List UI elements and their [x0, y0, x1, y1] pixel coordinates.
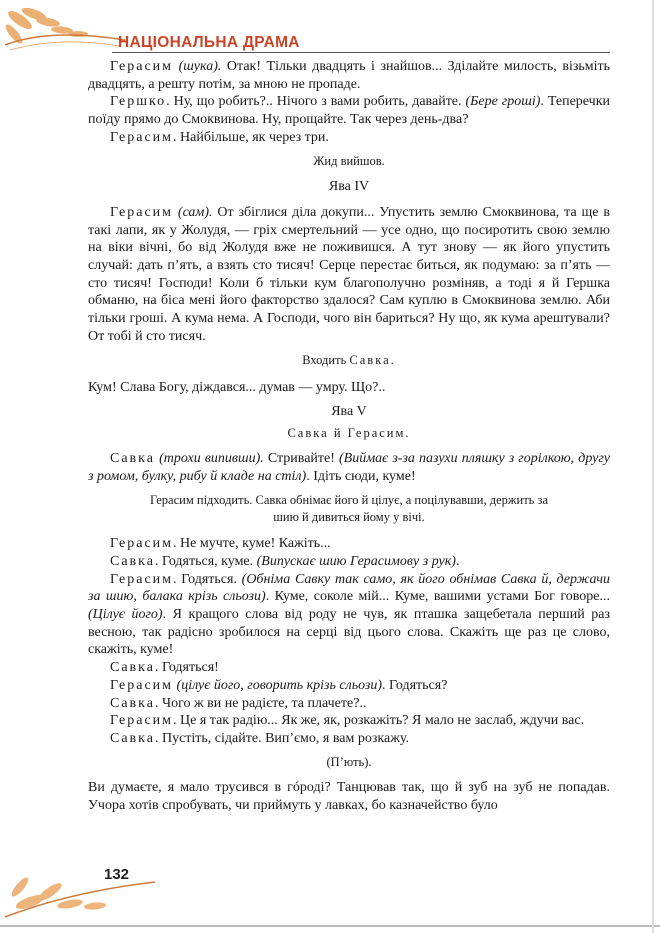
page-body: [88, 58, 610, 815]
page-edge: [652, 0, 654, 933]
speech-text: . Теперечки поїду прямо до Смоквинова. Ну, прощайте. Так через день-два?: [88, 94, 611, 128]
speech-text: . Годяться!: [154, 660, 219, 676]
speech-text: От збіглися діла докупи... Упустить землю Смоквинова, та ще в такі лапи, як у Жолудя, — гріх смертельний — усе одно, що посиротить свою землю на віки вічні, бо від Жолудя вже не поживишся. А тут знову — як його упустить случай: дать п’ять, а взять сто тисяч! Серце перестає биться, як подумаю: за п’ять — сто тисяч! Господи! Коли б тільки кум благополучно розміняв, а тоді я й Гершка обманю, на біса мені його факторство здалося? Сам куплю в Смоквинова землю. Аби тільки гроші. А кума нема. А Господи, чого він бариться? Ну що, як кума арештували? От тобі й сто тисяч.: [88, 204, 611, 344]
dialogue-line: [88, 677, 610, 695]
stage-direction: (Виймає з-за пазухи пляшку з горілкою, другу з ромом, булку, рибу й кладе на стіл): [88, 451, 611, 485]
wheat-ornament-icon: [0, 862, 160, 922]
speaker-name: Гершко: [110, 94, 167, 110]
stage-direction: (Обніма Савку так само, як його обнімав Савка й, держачи за шию, балака крізь сльози): [88, 571, 610, 605]
scene-heading: Ява V: [331, 403, 367, 419]
stage-note: Жид вийшов.: [313, 153, 385, 168]
speaker-name: Савка: [110, 660, 155, 676]
speaker-name: Савка: [110, 695, 155, 711]
stage-direction: (Випускає шию Герасимову з рук): [256, 553, 456, 569]
dialogue-line: Кум! Слава Богу, діждався... думав — умру. Що?..: [88, 380, 386, 396]
stage-direction: (Бере гроші): [465, 94, 541, 110]
speaker-name: Савка: [110, 451, 155, 467]
dialogue-line: [88, 659, 610, 677]
dialogue-line: [88, 695, 610, 713]
stage-direction: (сам).: [177, 204, 213, 220]
header-divider: [112, 52, 610, 53]
dialogue-line: [88, 535, 610, 553]
speech-text: . Годяться.: [173, 571, 242, 587]
speaker-name: Герасим: [110, 204, 174, 220]
stage-note: Входить Савка.: [302, 352, 396, 367]
stage-direction: (трохи випивши).: [159, 451, 264, 467]
speech-text: . Ідіть сюди, куме!: [306, 469, 416, 485]
dialogue-line: [88, 93, 610, 128]
speech-text: . Найбільше, як через три.: [173, 129, 329, 145]
stage-direction: (шука).: [178, 59, 222, 74]
stage-note: Герасим підходить. Савка обнімає його й цілує, а поцілувавши, держить за шию й дивиться йому у вічі.: [149, 492, 548, 525]
dialogue-line: [88, 58, 610, 93]
page-number: 132: [104, 866, 130, 883]
dialogue-line: [88, 571, 610, 660]
speaker-name: Герасим: [110, 571, 174, 587]
speech-text: . Годяться, куме.: [154, 553, 257, 569]
speech-text: . Ну, що робить?.. Нічого з вами робить, давайте.: [166, 94, 466, 110]
dialogue-line: [88, 712, 610, 730]
speaker-name: Герасим: [110, 713, 174, 729]
speaker-name: Герасим: [110, 129, 174, 145]
stage-note: (П’ють).: [326, 754, 372, 769]
scene-heading: Ява IV: [328, 179, 370, 195]
speaker-name: Савка: [110, 553, 155, 569]
speaker-name: Герасим: [110, 536, 174, 552]
speech-text: . Пустіть, сідайте. Вип’ємо, я вам розкажу.: [154, 730, 409, 746]
speech-text: Стривайте!: [263, 451, 339, 467]
dialogue-line: [88, 129, 610, 147]
stage-direction: (Цілує його): [88, 606, 163, 622]
stage-direction: (цілує його, говорить крізь сльози): [176, 677, 383, 693]
speech-text: . Не мучте, куме! Кажіть...: [173, 536, 331, 552]
speech-text: . Куме, соколе мій... Куме, вашими устами Бог говоре...: [265, 589, 610, 605]
speech-text: .: [455, 553, 460, 569]
speaker-name: Герасим: [110, 677, 174, 693]
dialogue-line: Ви думаєте, я мало трусився в гóроді? Танцював так, що й зуб на зуб не попадав. Учора хотів спробувать, чи приймуть у лавках, бо казначейство було: [88, 780, 610, 814]
speaker-name: Герасим: [110, 59, 174, 74]
section-title: НАЦІОНАЛЬНА ДРАМА: [118, 34, 300, 51]
speech-text: . Чого ж ви не радієте, та плачете?..: [154, 695, 367, 711]
dialogue-line: [88, 204, 610, 346]
stage-note: Савка й Герасим.: [287, 425, 411, 440]
dialogue-line: [88, 553, 610, 571]
speaker-name: Савка: [110, 730, 155, 746]
dialogue-line: [88, 730, 610, 748]
speech-text: . Це я так радію... Як же, як, розкажіть? Я мало не заслаб, ждучи вас.: [173, 713, 585, 729]
speech-text: . Я кращого слова від роду не чув, як пташка защебетала перший раз весною, так радісно зробилося на серці від цього слова. Скажіть ще раз це слово, скажіть, куме!: [88, 606, 610, 658]
speech-text: . Годяться?: [382, 677, 448, 693]
wheat-ornament-icon: [0, 0, 130, 55]
page-edge: [0, 925, 660, 927]
speech-text: Отак! Тільки двадцять і знайшов... Зділайте милость, візьміть двадцять, а решту потім, за мною не пропаде.: [88, 59, 610, 92]
dialogue-line: [88, 450, 610, 485]
